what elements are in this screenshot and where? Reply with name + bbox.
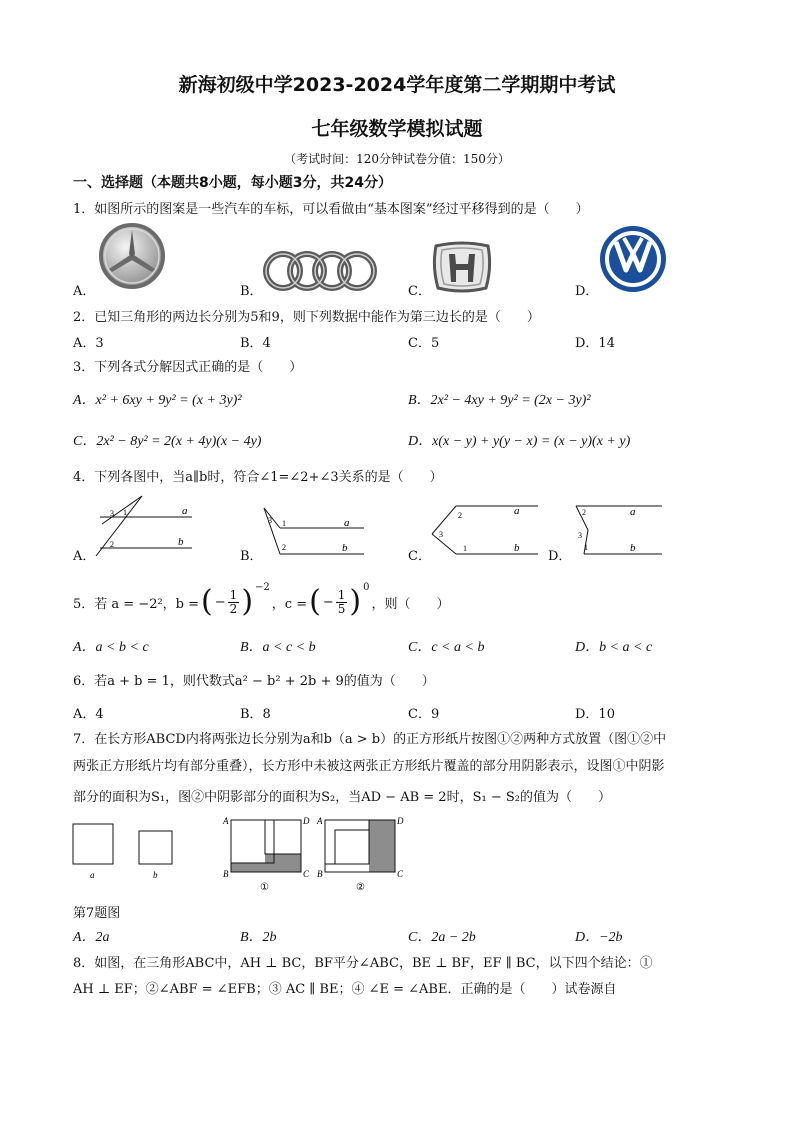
q7-fig2-mark: ② [356,882,365,893]
q7-fig1-a: A [223,816,229,826]
q2-option-c: C．5 [408,336,440,351]
q4d-line-b: b [630,542,636,554]
q3-option-b: B．2x² − 4xy + 9y² = (2x − 3y)² [408,393,591,408]
q4d-angle2: 2 [582,508,586,517]
exam-info: （考试时间：120分钟试卷分值：150分） [284,152,510,166]
q5-fraction-c: $\frac{1}{5}$ [337,587,346,616]
q5-fraction-b: $\frac{1}{2}$ [229,587,238,616]
q5-exponent-b: −2 [255,582,270,593]
q4-figure-d [572,500,668,560]
honda-logo-image [430,240,494,294]
q4b-line-a: a [344,517,350,529]
q6-option-a: A．4 [73,707,104,722]
audi-logo-image [262,248,378,294]
q4-label-c: C． [408,549,431,564]
q4a-angle1: 1 [123,508,127,517]
q4-label-a: A． [73,549,96,564]
q4b-angle3: 3 [268,516,272,525]
q3-stem: 3．下列各式分解因式正确的是（ ） [73,360,303,375]
q1-label-b: B． [240,284,263,299]
q2-option-a: A．3 [73,336,104,351]
q7-fig2-d: D [397,816,404,826]
q5-option-a: A．a < b < c [73,640,149,655]
q5-exponent-c: 0 [363,582,370,593]
q1-label-d: D． [575,284,599,299]
q8-line1: 8．如图，在三角形ABC中，AH ⊥ BC，BF平分∠ABC，BE ⊥ BF，EF ∥ BC，以下四个结论：① [73,956,653,971]
exam-title: 新海初级中学2023-2024学年度第二学期期中考试 [178,74,616,96]
q7-fig1-c: C [303,869,310,879]
q3-option-c: C．2x² − 8y² = 2(x + 4y)(x − 4y) [73,434,262,449]
q7-fig2-b: B [317,869,323,879]
q1-label-a: A． [73,284,96,299]
q4c-angle3: 3 [439,530,443,539]
q7-fig1-mark: ① [260,882,269,893]
q4a-line-a: a [182,505,188,517]
q6-option-c: C．9 [408,707,440,722]
q4-figure-b [260,502,370,560]
q6-option-b: B．8 [240,707,271,722]
q7-fig1-d: D [303,816,310,826]
q4c-angle1: 1 [463,544,467,553]
q4a-angle3: 3 [110,509,114,518]
q7-line2: 两张正方形纸片均有部分重叠），长方形中未被这两张正方形纸片覆盖的部分用阴影表示，设图①中阴影 [73,759,665,774]
q7-fig2-c: C [397,869,404,879]
q7-line3: 部分的面积为S₁，图②中阴影部分的面积为S₂，当AD − AB = 2时，S₁ − S₂的值为（ ） [73,790,611,805]
q2-stem: 2．已知三角形的两边长分别为5和9，则下列数据中能作为第三边长的是（ ） [73,310,540,325]
q4b-line-b: b [342,542,348,554]
mercedes-logo-image [98,222,166,290]
q5-option-d: D．b < a < c [575,640,653,655]
section-heading: 一、选择题（本题共8小题，每小题3分，共24分） [73,175,392,191]
q7-fig2-a: A [317,816,323,826]
q4-stem: 4．下列各图中，当a∥b时，符合∠1=∠2+∠3关系的是（ ） [73,470,443,485]
q4a-angle2: 2 [110,540,114,549]
q7-label-a: a [90,870,95,880]
q8-line2: AH ⊥ EF；②∠ABF = ∠EFB；③ AC ∥ BE；④ ∠E = ∠ABE．正确的是（ ）试卷源自 [73,982,617,997]
q7-fig1-b: B [223,869,229,879]
q7-option-b: B．2b [240,930,277,945]
q4-label-d: D． [548,549,572,564]
q4d-angle3: 3 [578,531,582,540]
q4c-line-a: a [514,505,520,517]
exam-subtitle: 七年级数学模拟试题 [311,118,483,140]
volkswagen-logo-image [598,224,668,294]
q5-stem-end: ，则（ ） [371,596,450,612]
q5-option-b: B．a < c < b [240,640,316,655]
q4-label-b: B． [240,549,263,564]
q7-option-a: A．2a [73,930,110,945]
q4-figure-c [430,500,542,560]
q2-option-b: B．4 [240,336,271,351]
q5-stem-a: 5．若 a = −2²，b = [73,596,200,612]
q7-option-d: D．−2b [575,930,623,945]
q4b-angle2: 2 [282,543,286,552]
q4-figure-a [92,494,202,558]
q3-option-d: D．x(x − y) + y(y − x) = (x − y)(x + y) [408,434,631,449]
q7-figure [70,814,410,896]
q6-option-d: D．10 [575,707,615,722]
q4d-angle1: 1 [584,543,588,552]
q3-option-a: A．x² + 6xy + 9y² = (x + 3y)² [73,393,242,408]
q4a-line-b: b [178,536,184,548]
q4c-line-b: b [514,542,520,554]
q6-stem: 6．若a + b = 1，则代数式a² − b² + 2b + 9的值为（ ） [73,674,435,689]
q5-option-c: C．c < a < b [408,640,485,655]
q1-stem: 1．如图所示的图案是一些汽车的车标，可以看做由“基本图案”经过平移得到的是（ ） [73,202,589,217]
q7-option-c: C．2a − 2b [408,930,476,945]
q4c-angle2: 2 [458,511,462,520]
q7-label-b: b [153,870,158,880]
q7-line1: 7．在长方形ABCD内将两张边长分别为a和b（a > b）的正方形纸片按图①②两种方式放置（图①②中 [73,732,667,747]
q5-stem-c: ，c = [271,596,308,612]
q7-figure-caption: 第7题图 [73,906,121,921]
q1-label-c: C． [408,284,431,299]
q5-stem: 5．若 a = −2²，b = ( − $\frac{1}{2}$ ) $^{-2}$ ，c = ( − $\frac{1}{5}$ ) $^0$ ，则（ ） [73,582,450,619]
q4b-angle1: 1 [282,519,286,528]
q2-option-d: D．14 [575,336,615,351]
q4d-line-a: a [630,506,636,518]
